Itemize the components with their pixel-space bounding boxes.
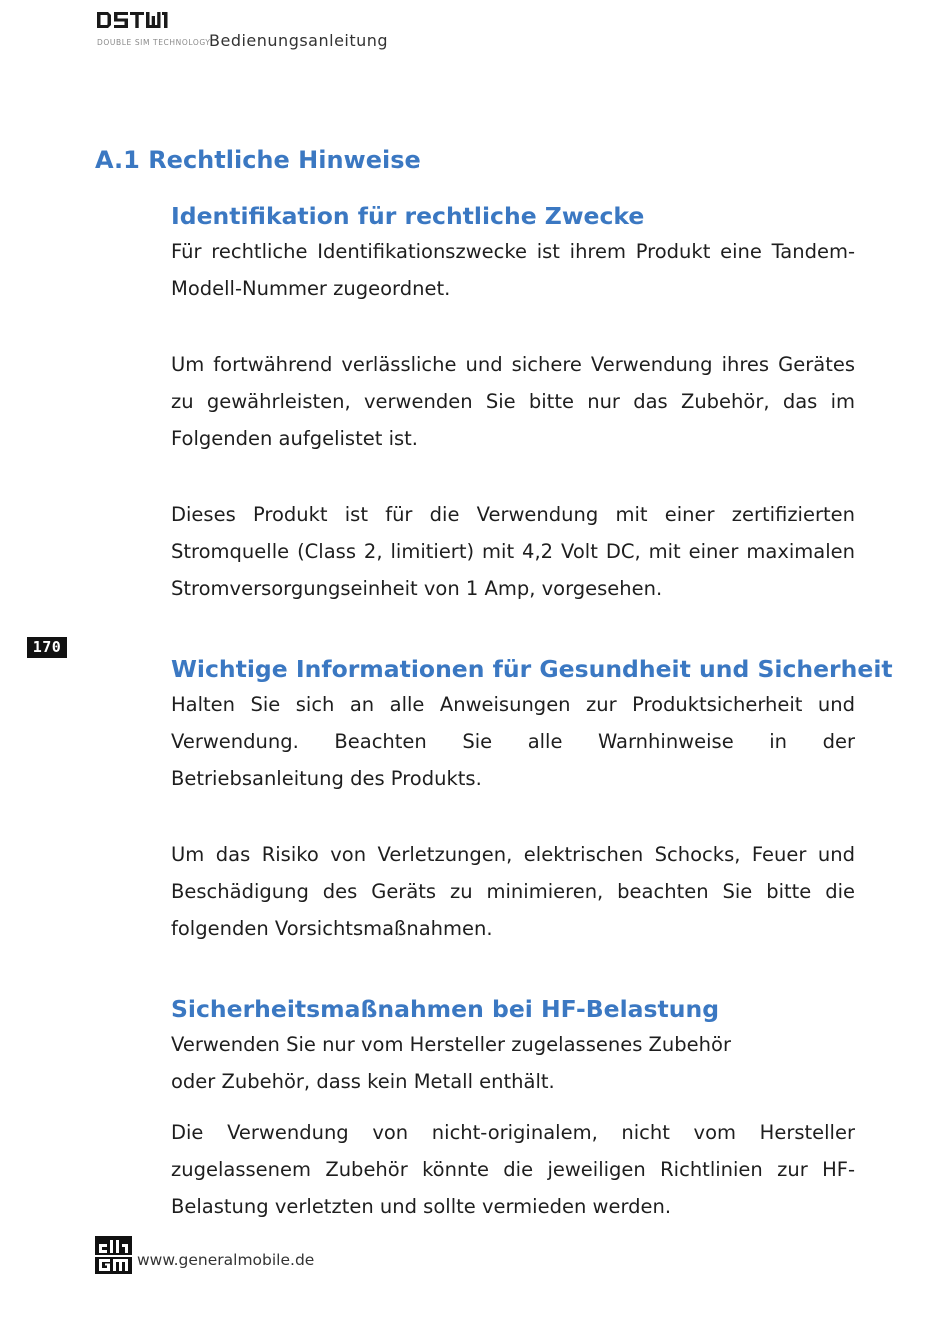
subsection-title: Identifikation für rechtliche Zwecke — [171, 202, 645, 230]
page-header — [97, 10, 417, 50]
document-type: Bedienungsanleitung — [209, 31, 389, 50]
paragraph: Um fortwährend verlässliche und sichere Verwendung ihres Gerätes zu gewährleisten, verwenden Sie bitte nur das Zubehör, das im Folgenden aufgelistet ist. — [171, 353, 855, 450]
page-footer — [95, 1236, 395, 1276]
paragraph: Um das Risiko von Verletzungen, elektrischen Schocks, Feuer und Beschädigung des Geräts zu minimieren, beachten Sie bitte die folgenden Vorsichtsmaßnahmen. — [171, 843, 855, 940]
paragraph: oder Zubehör, dass kein Metall enthält. — [171, 1070, 555, 1093]
page-number-badge: 170 — [27, 637, 67, 658]
subsection-title: Sicherheitsmaßnahmen bei HF-Belastung — [171, 995, 720, 1023]
subsection-title: Wichtige Informationen für Gesundheit und Sicherheit — [171, 655, 893, 683]
subsection-rf-exposure — [171, 992, 855, 1225]
website-link[interactable]: www.generalmobile.de — [137, 1251, 315, 1269]
paragraph: Für rechtliche Identifikationszwecke ist ihrem Produkt eine Tandem-Modell-Nummer zugeordnet. — [171, 240, 855, 300]
logo-subtitle: DOUBLE SIM TECHNOLOGY — [97, 38, 211, 47]
section-title: A.1 Rechtliche Hinweise — [95, 146, 421, 174]
dstw1-logo — [97, 10, 169, 32]
paragraph: Verwenden Sie nur vom Hersteller zugelassenes Zubehör — [171, 1033, 731, 1056]
subsection-health-safety — [171, 652, 893, 947]
subsection-legal-identification — [171, 199, 855, 607]
general-mobile-logo — [95, 1236, 132, 1274]
paragraph: Die Verwendung von nicht-originalem, nicht vom Hersteller zugelassenem Zubehör könnte die jeweiligen Richtlinien zur HF-Belastung verletzten und sollte vermieden werden. — [171, 1121, 855, 1218]
paragraph: Halten Sie sich an alle Anweisungen zur Produktsicherheit und Verwendung. Beachten Sie alle Warnhinweise in der Betriebsanleitung des Produkts. — [171, 693, 855, 790]
paragraph: Dieses Produkt ist für die Verwendung mit einer zertifizierten Stromquelle (Class 2, limitiert) mit 4,2 Volt DC, mit einer maximalen Stromversorgungseinheit von 1 Amp, vorgesehen. — [171, 503, 855, 600]
